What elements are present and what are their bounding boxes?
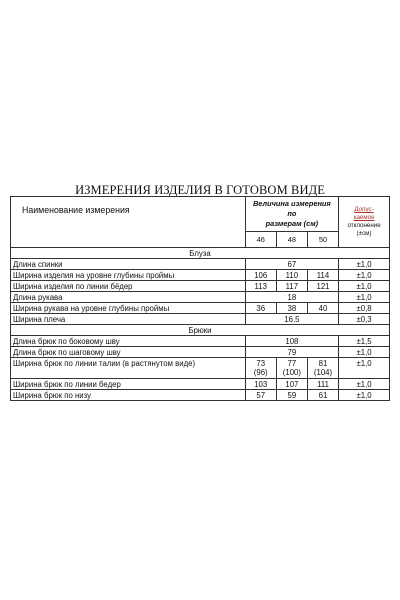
row-name: Ширина брюк по линии бедер bbox=[11, 379, 246, 390]
row-value-50: 61 bbox=[307, 390, 338, 401]
header-value-line2: размерам (см) bbox=[265, 219, 319, 228]
header-dev-line3: отклонение bbox=[347, 222, 381, 229]
row-value: 79 bbox=[245, 347, 338, 358]
row-value: 18 bbox=[245, 292, 338, 303]
table-row bbox=[11, 281, 390, 292]
row-deviation: ±1,0 bbox=[339, 390, 390, 401]
section-blouse: Блуза bbox=[11, 248, 390, 259]
row-value-46: 106 bbox=[245, 270, 276, 281]
row-value-46: 113 bbox=[245, 281, 276, 292]
row-value-46: 57 bbox=[245, 390, 276, 401]
table-row bbox=[11, 270, 390, 281]
table-row bbox=[11, 379, 390, 390]
row-deviation: ±0,8 bbox=[339, 303, 390, 314]
header-value-line1: Величина измерения по bbox=[252, 199, 331, 218]
row-value-50-stretched: (104) bbox=[313, 368, 333, 377]
row-name: Ширина брюк по линии талии (в растянутом виде) bbox=[11, 358, 246, 379]
row-name: Ширина изделия по линии бёдер bbox=[11, 281, 246, 292]
row-value-50-main: 81 bbox=[318, 359, 328, 368]
row-deviation: ±0,3 bbox=[339, 314, 390, 325]
table-row bbox=[11, 347, 390, 358]
row-value-48: 117 bbox=[276, 281, 307, 292]
row-deviation: ±1,0 bbox=[339, 270, 390, 281]
row-value-50: 121 bbox=[307, 281, 338, 292]
table-row bbox=[11, 259, 390, 270]
size-48: 48 bbox=[276, 232, 307, 248]
row-value-46-stretched: (96) bbox=[253, 368, 268, 377]
row-name: Длина брюк по шаговому шву bbox=[11, 347, 246, 358]
table-row bbox=[11, 358, 390, 379]
row-value-48: 38 bbox=[276, 303, 307, 314]
table-row bbox=[11, 314, 390, 325]
row-name: Длина спинки bbox=[11, 259, 246, 270]
header-dev-line4: (±см) bbox=[356, 230, 372, 237]
row-deviation: ±1,0 bbox=[339, 281, 390, 292]
page-title: ИЗМЕРЕНИЯ ИЗДЕЛИЯ В ГОТОВОМ ВИДЕ bbox=[75, 183, 325, 197]
row-deviation: ±1,5 bbox=[339, 336, 390, 347]
row-value-50: 111 bbox=[307, 379, 338, 390]
row-name: Ширина рукава на уровне глубины проймы bbox=[11, 303, 246, 314]
table-row bbox=[11, 390, 390, 401]
section-trousers: Брюки bbox=[11, 325, 390, 336]
table-row bbox=[11, 303, 390, 314]
row-value-48-main: 77 bbox=[287, 359, 297, 368]
header-name-cell bbox=[11, 197, 246, 248]
row-name: Длина брюк по боковому шву bbox=[11, 336, 246, 347]
row-value-48: 110 bbox=[276, 270, 307, 281]
row-value: 67 bbox=[245, 259, 338, 270]
table-row bbox=[11, 336, 390, 347]
row-value-46 bbox=[245, 358, 276, 379]
header-deviation-cell bbox=[339, 197, 390, 248]
row-value-48 bbox=[276, 358, 307, 379]
header-value-cell bbox=[245, 197, 338, 232]
header-name-label: Наименование измерения bbox=[22, 205, 130, 215]
header-dev-line2: каемое bbox=[353, 214, 375, 221]
header-dev-line1: Допус- bbox=[354, 206, 374, 213]
size-50: 50 bbox=[307, 232, 338, 248]
row-name: Длина рукава bbox=[11, 292, 246, 303]
row-name: Ширина плеча bbox=[11, 314, 246, 325]
row-value-46: 36 bbox=[245, 303, 276, 314]
row-deviation: ±1,0 bbox=[339, 358, 390, 379]
row-value-48: 107 bbox=[276, 379, 307, 390]
measurements-table bbox=[10, 196, 390, 401]
row-value-46: 103 bbox=[245, 379, 276, 390]
size-46: 46 bbox=[245, 232, 276, 248]
row-name: Ширина изделия на уровне глубины проймы bbox=[11, 270, 246, 281]
row-value: 108 bbox=[245, 336, 338, 347]
row-deviation: ±1,0 bbox=[339, 259, 390, 270]
row-value-50 bbox=[307, 358, 338, 379]
row-deviation: ±1,0 bbox=[339, 347, 390, 358]
row-deviation: ±1,0 bbox=[339, 292, 390, 303]
row-value-46-main: 73 bbox=[256, 359, 266, 368]
table-row bbox=[11, 292, 390, 303]
row-value: 16.5 bbox=[245, 314, 338, 325]
row-value-50: 40 bbox=[307, 303, 338, 314]
row-value-48-stretched: (100) bbox=[282, 368, 301, 377]
row-value-48: 59 bbox=[276, 390, 307, 401]
row-value-50: 114 bbox=[307, 270, 338, 281]
row-deviation: ±1,0 bbox=[339, 379, 390, 390]
row-name: Ширина брюк по низу bbox=[11, 390, 246, 401]
